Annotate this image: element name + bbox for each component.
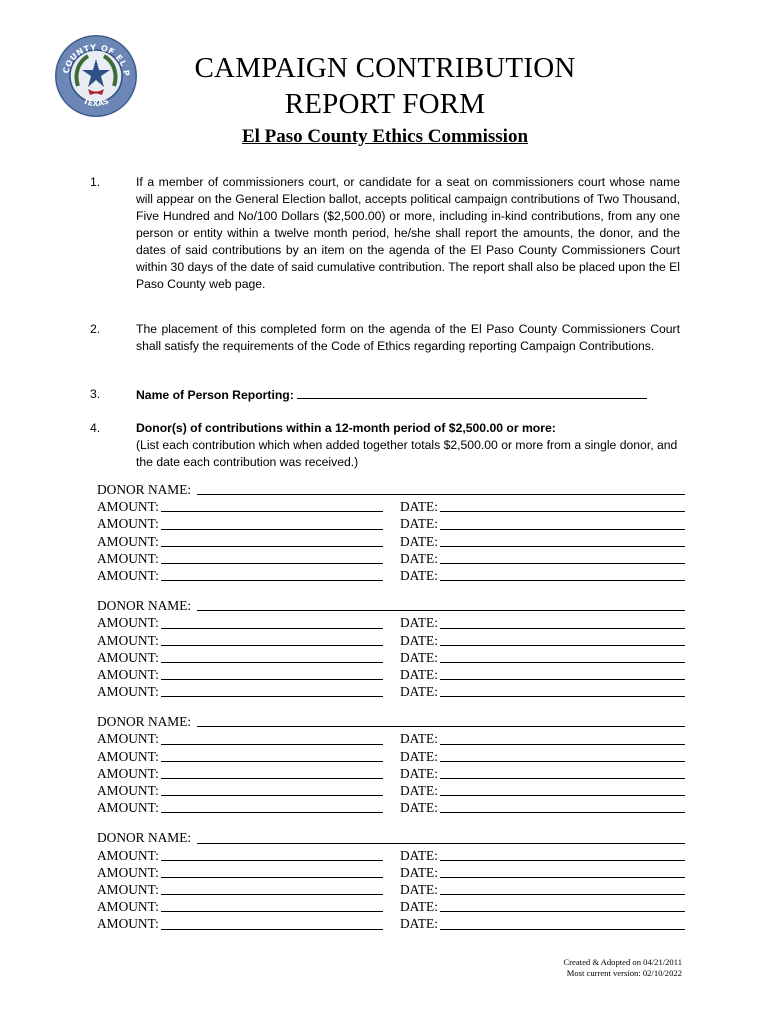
date-field[interactable] (440, 860, 685, 861)
amount-label: AMOUNT: (97, 783, 159, 798)
date-label: DATE: (400, 666, 438, 682)
donor-name-label: DONOR NAME: (97, 714, 192, 730)
date-field[interactable] (440, 529, 685, 530)
amount-field[interactable] (161, 778, 383, 779)
amount-field[interactable] (161, 911, 383, 912)
amount-label: AMOUNT: (97, 516, 159, 532)
amount-label: AMOUNT: (97, 550, 159, 566)
amount-field[interactable] (161, 511, 383, 512)
item-2 (90, 321, 680, 355)
page-title (140, 50, 630, 122)
amount-field[interactable] (161, 696, 383, 697)
date-field[interactable] (440, 761, 685, 762)
date-field[interactable] (440, 877, 685, 878)
donor-section-heading: Donor(s) of contributions within a 12-month period of $2,500.00 or more: (136, 421, 556, 435)
donor-block (97, 597, 685, 700)
date-label: DATE: (400, 516, 438, 532)
amount-label: AMOUNT: (97, 731, 159, 747)
item-3 (90, 386, 680, 404)
donor-name-field[interactable] (197, 610, 685, 611)
amount-label: AMOUNT: (97, 800, 159, 816)
amount-field[interactable] (161, 645, 383, 646)
amount-label: AMOUNT: (97, 615, 159, 631)
county-seal (54, 34, 138, 118)
amount-label: AMOUNT: (97, 881, 159, 897)
amount-label: AMOUNT: (97, 632, 159, 648)
svg-text:THE COUNTY OF EL PASO: COUNTY OF EL P (61, 42, 131, 77)
date-label: DATE: (400, 649, 438, 665)
amount-label: AMOUNT: (97, 765, 159, 781)
date-field[interactable] (440, 929, 685, 930)
date-label: DATE: (400, 550, 438, 566)
amount-label: AMOUNT: (97, 666, 159, 682)
date-label: DATE: (400, 847, 438, 863)
amount-field[interactable] (161, 580, 383, 581)
date-field[interactable] (440, 696, 685, 697)
donor-name-field[interactable] (197, 494, 685, 495)
date-label: DATE: (400, 783, 438, 798)
amount-field[interactable] (161, 662, 383, 663)
donor-name-label: DONOR NAME: (97, 830, 192, 846)
date-label: DATE: (400, 615, 438, 631)
donor-form (97, 481, 685, 946)
date-label: DATE: (400, 499, 438, 515)
footer-created: Created & Adopted on 04/21/2011 (563, 957, 682, 967)
item-number: 3. (90, 387, 101, 401)
date-label: DATE: (400, 731, 438, 747)
amount-field[interactable] (161, 563, 383, 564)
donor-section-instructions: (List each contribution which when added together totals $2,500.00 or more from a single donor, and the date each contribution was received.) (136, 438, 678, 469)
svg-text:TEXAS: TEXAS (81, 96, 111, 109)
date-field[interactable] (440, 812, 685, 813)
amount-label: AMOUNT: (97, 684, 159, 700)
item-number: 1. (90, 175, 101, 189)
date-label: DATE: (400, 748, 438, 764)
date-field[interactable] (440, 628, 685, 629)
date-field[interactable] (440, 662, 685, 663)
date-field[interactable] (440, 645, 685, 646)
amount-label: AMOUNT: (97, 916, 159, 932)
date-field[interactable] (440, 778, 685, 779)
amount-field[interactable] (161, 761, 383, 762)
amount-field[interactable] (161, 894, 383, 895)
amount-field[interactable] (161, 929, 383, 930)
date-label: DATE: (400, 765, 438, 781)
amount-label: AMOUNT: (97, 649, 159, 665)
subtitle: El Paso County Ethics Commission (241, 126, 529, 147)
item-text: If a member of commissioners court, or candidate for a seat on commissioners court whose name will appear on the General Election ballot, accepts political campaign contributions of Two Thousand, Five Hundred and No/100 Dollars ($2,500.00) or more, including in-kind contributions, from any one person or entity within a twelve month period, he/she shall report the amounts, the donor, and the dates of said contributions by an item on the agenda of the El Paso County Commissioners Court within 30 days of the date of said cumulative contribution. The report shall also be placed upon the El Paso County web page. (136, 175, 680, 291)
date-field[interactable] (440, 894, 685, 895)
item-1 (90, 174, 680, 293)
amount-field[interactable] (161, 812, 383, 813)
amount-label: AMOUNT: (97, 533, 159, 549)
date-field[interactable] (440, 563, 685, 564)
date-field[interactable] (440, 580, 685, 581)
date-label: DATE: (400, 632, 438, 648)
item-4 (90, 420, 680, 471)
amount-field[interactable] (161, 628, 383, 629)
amount-label: AMOUNT: (97, 499, 159, 515)
date-field[interactable] (440, 795, 685, 796)
donor-block (97, 829, 685, 932)
footer-version: Most current version: 02/10/2022 (566, 968, 682, 978)
date-field[interactable] (440, 511, 685, 512)
amount-field[interactable] (161, 795, 383, 796)
title-line-2: REPORT FORM (284, 88, 486, 120)
amount-label: AMOUNT: (97, 748, 159, 764)
date-field[interactable] (440, 744, 685, 745)
donor-name-label: DONOR NAME: (97, 482, 192, 497)
amount-field[interactable] (161, 860, 383, 861)
donor-name-field[interactable] (197, 726, 685, 727)
date-label: DATE: (400, 567, 438, 583)
date-field[interactable] (440, 546, 685, 547)
donor-name-label: DONOR NAME: (97, 598, 192, 614)
donor-block (97, 713, 685, 816)
amount-field[interactable] (161, 529, 383, 530)
donor-name-field[interactable] (197, 843, 685, 844)
footer (563, 957, 682, 979)
item-number: 2. (90, 322, 101, 336)
date-label: DATE: (400, 864, 438, 880)
amount-field[interactable] (161, 546, 383, 547)
amount-label: AMOUNT: (97, 847, 159, 863)
amount-label: AMOUNT: (97, 567, 159, 583)
date-label: DATE: (400, 533, 438, 549)
date-label: DATE: (400, 684, 438, 700)
item-text: The placement of this completed form on the agenda of the El Paso County Commissioners Court shall satisfy the requirements of the Code of Ethics regarding reporting Campaign Contributions. (136, 322, 680, 353)
date-label: DATE: (400, 800, 438, 816)
title-line-1: CAMPAIGN CONTRIBUTION (194, 52, 576, 84)
name-of-person-label: Name of Person Reporting: (136, 388, 294, 402)
date-label: DATE: (400, 881, 438, 897)
donor-block (97, 481, 685, 584)
date-field[interactable] (440, 679, 685, 680)
date-label: DATE: (400, 916, 438, 932)
amount-field[interactable] (161, 679, 383, 680)
date-field[interactable] (440, 911, 685, 912)
amount-field[interactable] (161, 877, 383, 878)
amount-label: AMOUNT: (97, 899, 159, 915)
name-of-person-field[interactable] (297, 386, 647, 399)
amount-field[interactable] (161, 744, 383, 745)
item-number: 4. (90, 421, 101, 435)
date-label: DATE: (400, 899, 438, 915)
amount-label: AMOUNT: (97, 864, 159, 880)
